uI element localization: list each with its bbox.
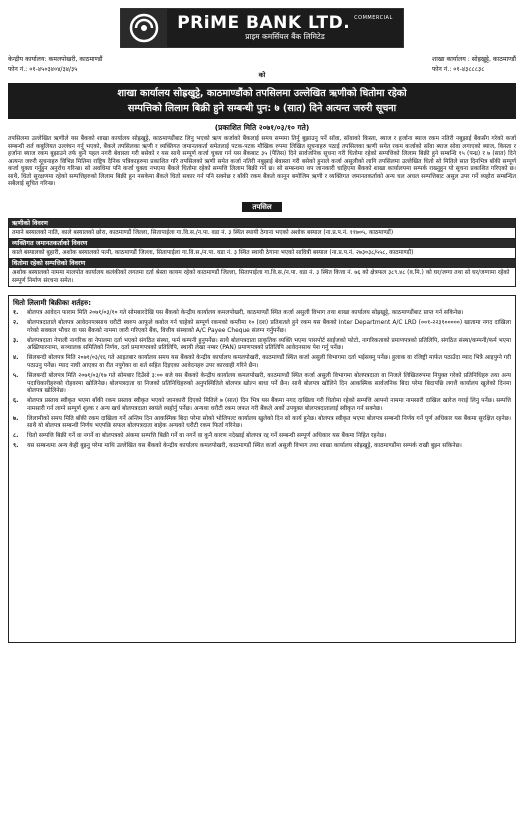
term-item [13, 443, 511, 451]
bank-commercial-tag: COMMERCIAL [354, 15, 393, 21]
term-item [13, 373, 511, 396]
notice-banner [8, 83, 516, 119]
term-text: धितो सम्पत्ति बिक्री गर्ने वा नगर्ने वा बोलपत्रको अंकमा सम्पत्ति बिक्री गर्ने वा नगर्ने वा कुनै कारण नदेखाई बोलपत्र रद्द गर्ने सम्बन्धी सम्पूर्ण अधिकार यस बैंकमा निहित रहनेछ। [27, 433, 387, 440]
details-table [8, 218, 516, 287]
auction-terms [8, 295, 516, 643]
term-number: ९. [13, 443, 19, 450]
term-text: सिलबन्दी बोलपत्र मिति २०७१/०३/१६ गते आइतबार कार्यालय समय यस बैंकको केन्द्रीय कार्यालय कमलपोखरी, काठमाण्डौं स्थित कर्जा असुली विभागमा दर्ता भईसक्नु पर्नेछ। हुलाक वा रजिष्ट्री मार्फत पठाउँदा म्याद भित्रै आइपुग्ने गरी पठाउनु पर्नेछ। म्याद नाघी आएका वा रीत नपुगेका वा शर्त सहित दिइएका आवेदनहरु उपर कारवाही गरिने छैन। [27, 355, 511, 369]
bank-name-nepali: प्राइम कमर्सियल बैंक लिमिटेड [245, 32, 325, 41]
term-text: सिलबन्दी बोलपत्र मिति २०७१/०३/१७ गते सोमबार दिउँसो ३:०० बजे यस बैंकको केन्द्रीय कार्यालय कमलपोखरी, काठमाण्डौं स्थित कर्जा असुली विभागमा बोलपत्रदाता वा निजले लिखितरुपमा नियुक्त गरेको प्रतिनिधिहरु तथा अन्य पदाधिकारीहरुको रोहवरमा खोलिनेछ। बोलपत्रदाता वा निजको प्रतिनिधिहरुको अनुपस्थितिले बोलपत्र खोल्न बाधा पर्ने छैन। साथै बोलपत्र खोलिने दिन आकस्मिक सार्वजनिक बिदा परेमा बिदापछि लगत्तै कार्यालय खुलेको दिनमा बोलपत्र खोलिनेछ। [27, 372, 511, 395]
term-number: ७. [13, 415, 19, 422]
guarantor-section-body: काले बस्यालको बुहारी, अशोक बस्यालको पत्नी, काठमाण्डौं जिल्ला, सितापाईला गा.वि.स./न.पा. वडा नं. ३ स्थित स्थायी ठेगाना भएको सावित्री बस्याल (ना.प्र.प.नं. २७३०३८/५५८, काठमाण्डौं) [9, 248, 515, 259]
term-number: ८. [13, 433, 19, 440]
branch-office-phone: फोन नं.: ०१-४३८८८३८ [432, 66, 485, 73]
head-office-phone: फोन नं.: ०१-४५०३४०४/३४/३५ [8, 66, 78, 73]
term-text: यस सम्बन्धमा अन्य केही बुझ्नु परेमा माथि उल्लेखित यस बैंकको केन्द्रीय कार्यालय कमलपोखरी, काठमाण्डौं स्थित कर्जा असुली विभाग तथा शाखा कार्यालय सोह्रखुट्टे, काठमाण्डौंमा सम्पर्क राखी बुझ्न सकिनेछ। [27, 443, 462, 450]
term-item [13, 398, 511, 413]
banner-line-2: सम्पत्तिको लिलाम बिक्री हुने सम्बन्धी पुन: ७ (सात) दिने अत्यन्त जरुरी सूचना [127, 103, 397, 114]
bank-logo [120, 8, 404, 48]
bank-name: PRiME BANK LTD. [177, 13, 351, 33]
guarantor-section-title: व्यक्तिगत जमानतकर्ताको विवरण [9, 239, 515, 248]
term-number: ६. [13, 398, 19, 405]
tapasil-heading [8, 194, 516, 213]
term-item [13, 416, 511, 431]
term-number: २. [13, 320, 19, 327]
term-item [13, 338, 511, 353]
intro-paragraph: तपसिलमा उल्लेखित ऋणीले यस बैंकको शाखा कार्यालय सोह्रखुट्टे, काठमाण्डौंबाट लिनु भएको ऋण कर्जाको बैंकलाई समय सम्ममा तिर्नु बुझाउनु पर्ने सॉवा, सॉवाको किस्ता, ब्याज र हर्जाना ब्याज रकम नतिरी नबुझाई बैंकसँग गरेको कर्जा सम्बन्धी शर्त कबुलियत उल्लंघन गर्नु भएको, बैंकले तपसिलका ऋणी र व्यक्तिगत जमानतकर्ता समेतलाई पटक-पटक मौखिक रुपमा लिखित सूचनाहरु पठाई तपसिलका ऋणी समेत रकम कर्जाको साँवा ब्याज सोवा लगाएको ब्याज, किस्ता र हर्जाना ब्याज रकम बुझाउने तर्फ कुनै पहल नगरी बेवास्ता गरी बसेको र यस साथै सम्पूर्ण कर्जा चुक्ता गर्न यस बैंकबाट ३५ (पैतिस) दिने सार्वजनिक सूचना गरी धितोमा रहेको सम्पत्तिको लिलाम बिक्री हुने सम्बन्धि १५ (पन्ध्र) र ७ (सात) दिने अत्यन्त जरुरी सूचनाहरु विभिन्न मितिमा राष्ट्रिय दैनिक पत्रिकाहरुमा प्रकाशित गरि तपसिलको ऋणी समेत कर्जा नतिरी नबुझाई बेवास्ता गरी बसेको हुनाले कर्जा असुलीको लागि तपसिलमा उल्लेखित धितो सो मितिले सात दिनभित्र बाँकी सम्पूर्ण कर्जा चुक्ता गर्नुहुन अनुरोध गरिन्छ। सो अवधिमा पनि कर्जा चुक्ता नभएमा बैंकले धितोमा रहेको सम्पत्ति लिलाम बिक्री गर्ने छ। सो सम्बन्धमा थप जानकारी चाहिएमा बैंकको शाखा कार्यालयमा सम्पर्क राख्नुहुन यो सूचना प्रकाशित गरिएको छ। साथै, धितो सुरक्षणमा रहेको सम्पत्तिहरुको लिलाम बिक्री हुन नसकेमा बैंकले धितो सकार गर्न पनि सक्नेछ र बाँकी रकम बैंकले कानून बमोजिम ऋणी र व्यक्तिगत जमानतकर्ताको अन्य चल अचल सम्पत्तिबाट असुल उपर गर्ने व्यहोरा सम्बन्धित सबैलाई सूचित गरिन्छ। [8, 136, 516, 188]
publish-date: (प्रकाशित मिति २०७१/०३/१० गते) [214, 123, 310, 132]
borrower-section-title: ऋणीको विवरण [9, 219, 515, 228]
banner-line-1: शाखा कार्यालय सोह्रखुट्टे, काठमाण्डौंको तपसिलमा उल्लेखित ऋणीको धितोमा रहेको [117, 88, 407, 99]
head-office-label: केन्द्रीय कार्यालय: कमलपोखरी, काठमाण्डौं [8, 56, 103, 63]
tapasil-label: तपसिल [242, 202, 281, 212]
collateral-section-body: अशोक बस्यालको नाममा मालपोत कार्यालय कलंकीको लगतमा दर्ता श्रेस्ता कायम रहेको काठमाण्डौं जिल्ला, सितापाईला गा.वि.स./न.पा. वडा नं. ३ स्थित कित्ता नं. ७६ को क्षेत्रफल ३८९.४८ (व.मि.) को घर/जग्गा तथा सो घर/जग्गामा रहेको सम्पूर्ण निर्माण संरचना समेत। [12, 269, 510, 284]
bank-emblem-icon [121, 9, 167, 47]
term-item [13, 320, 511, 335]
branch-office-address [432, 55, 516, 75]
logo-row [8, 6, 516, 50]
terms-title: धितो लिलामी बिक्रीका शर्तहरु: [13, 298, 91, 307]
term-text: बोलपत्रदाता नेपाली नागरिक वा नेपालमा दर्ता भएको संगठित संस्था, फर्म कम्पनी हुनुपर्नेछ। साथै बोलपत्रदाता प्राकृतिक व्यक्ति भएमा पासपोर्ट साईजको फोटो, नागरिकताको प्रमाणपत्रको प्रतिलिपि, संगठित संस्था/कम्पनी/फर्म भएमा अख्तियारनामा, सञ्चालक समितिको निर्णय, दर्ता प्रमाणपत्रको प्रतिलिपि, स्थायी लेखा नम्बर (PAN) प्रमाणपत्रको प्रतिलिपि आवेदनसाथ पेश गर्नु पर्नेछ। [27, 337, 511, 352]
head-office-address [8, 55, 102, 75]
bank-wordmark [167, 9, 403, 47]
term-number: ५. [13, 372, 19, 379]
term-item [13, 355, 511, 370]
term-text: बोलपत्र प्रस्ताव स्वीकृत भएमा बाँकी रकम प्रस्ताव स्वीकृत भएको जानकारी दिएको मितिले ७ (सात) दिन भित्र यस बैंकमा नगद दाखिला गरी धितोमा रहेको सम्पत्ति आफ्नो नाममा नामसारी दाखिल खारेज गराई लिनु पर्नेछ। सम्पत्ति नामसारी गर्न लाग्ने सम्पूर्ण शुल्क र अन्य खर्च बोलपत्रदाता स्वयंले व्यहोर्नु पर्नेछ। अन्यथा धरौटी रकम जफत गरी बैंकले अर्को उपयुक्त बोलपत्रदातालाई स्वीकृत गर्न सक्नेछ। [27, 398, 511, 412]
term-number: १. [13, 310, 19, 317]
term-number: ३. [13, 337, 19, 344]
term-number: ४. [13, 355, 19, 362]
term-text: बोलपत्रदाताले बोलपत्र आवेदनपत्रसाथ धरौटी स्वरुप आफूले कबोल गर्न चाहेको सम्पूर्ण रकमको कम्तीमा १० (दश) प्रतिशतले हुने रकम यस बैंकको Inter Department A/C LRD (००१-२२३१०००००) खातामा नगद दाखिला गरेको सक्कल भौचर वा यस बैंकको नाममा जारी गरिएको बैंक, वित्तीय संस्थाको A/C Payee Cheque संलग्न गर्नुपर्नेछ। [27, 320, 511, 334]
borrower-section-body: तमाने बस्यालको नाति, काले बस्यालको छोरा, काठमाण्डौं जिल्ला, सितापाईला गा.वि.स./न.पा. वडा नं. ३ स्थित स्थायी ठेगाना भएको अशोक बस्याल (ना.प्र.प.नं. ११७०५, काठमाण्डौं) [9, 228, 515, 239]
term-text: लिलामीको समय मिति बाँकी रकम दाखिला गर्ने अन्तिम दिन आकस्मिक बिदा परेमा सोको भोलिपल्ट कार्यालय खुलेको दिन सो कार्य हुनेछ। बोलपत्र स्वीकृत भएमा बोलपत्र सम्बन्धी निर्णय गर्ने पूर्ण अधिकार यस बैंकमा सुरक्षित रहनेछ। साथै यो बोलपत्र सम्बन्धी निर्णय भएपछि सफल बोलपत्रदाता बाहेक अन्यको धरौटी रकम फिर्ता गरिनेछ। [27, 415, 511, 430]
connector-text: को [258, 71, 266, 79]
term-item [13, 310, 511, 318]
collateral-section-title: धितोमा रहेको सम्पत्तिको विवरण [9, 259, 515, 268]
branch-office-label: शाखा कार्यालय : सोह्रखुट्टे, काठमाण्डौं [432, 56, 516, 63]
term-text: बोलपत्र आवेदन फाराम मिति २०७१/०३/१० गते सोमबारदेखि यस बैंकको केन्द्रीय कार्यालय कमलपोखरी, काठमाण्डौं स्थित कर्जा असुली विभाग तथा शाखा कार्यालय सोह्रखुट्टे, काठमाण्डौंबाट प्राप्त गर्न सकिनेछ। [27, 310, 464, 317]
term-item [13, 433, 511, 441]
